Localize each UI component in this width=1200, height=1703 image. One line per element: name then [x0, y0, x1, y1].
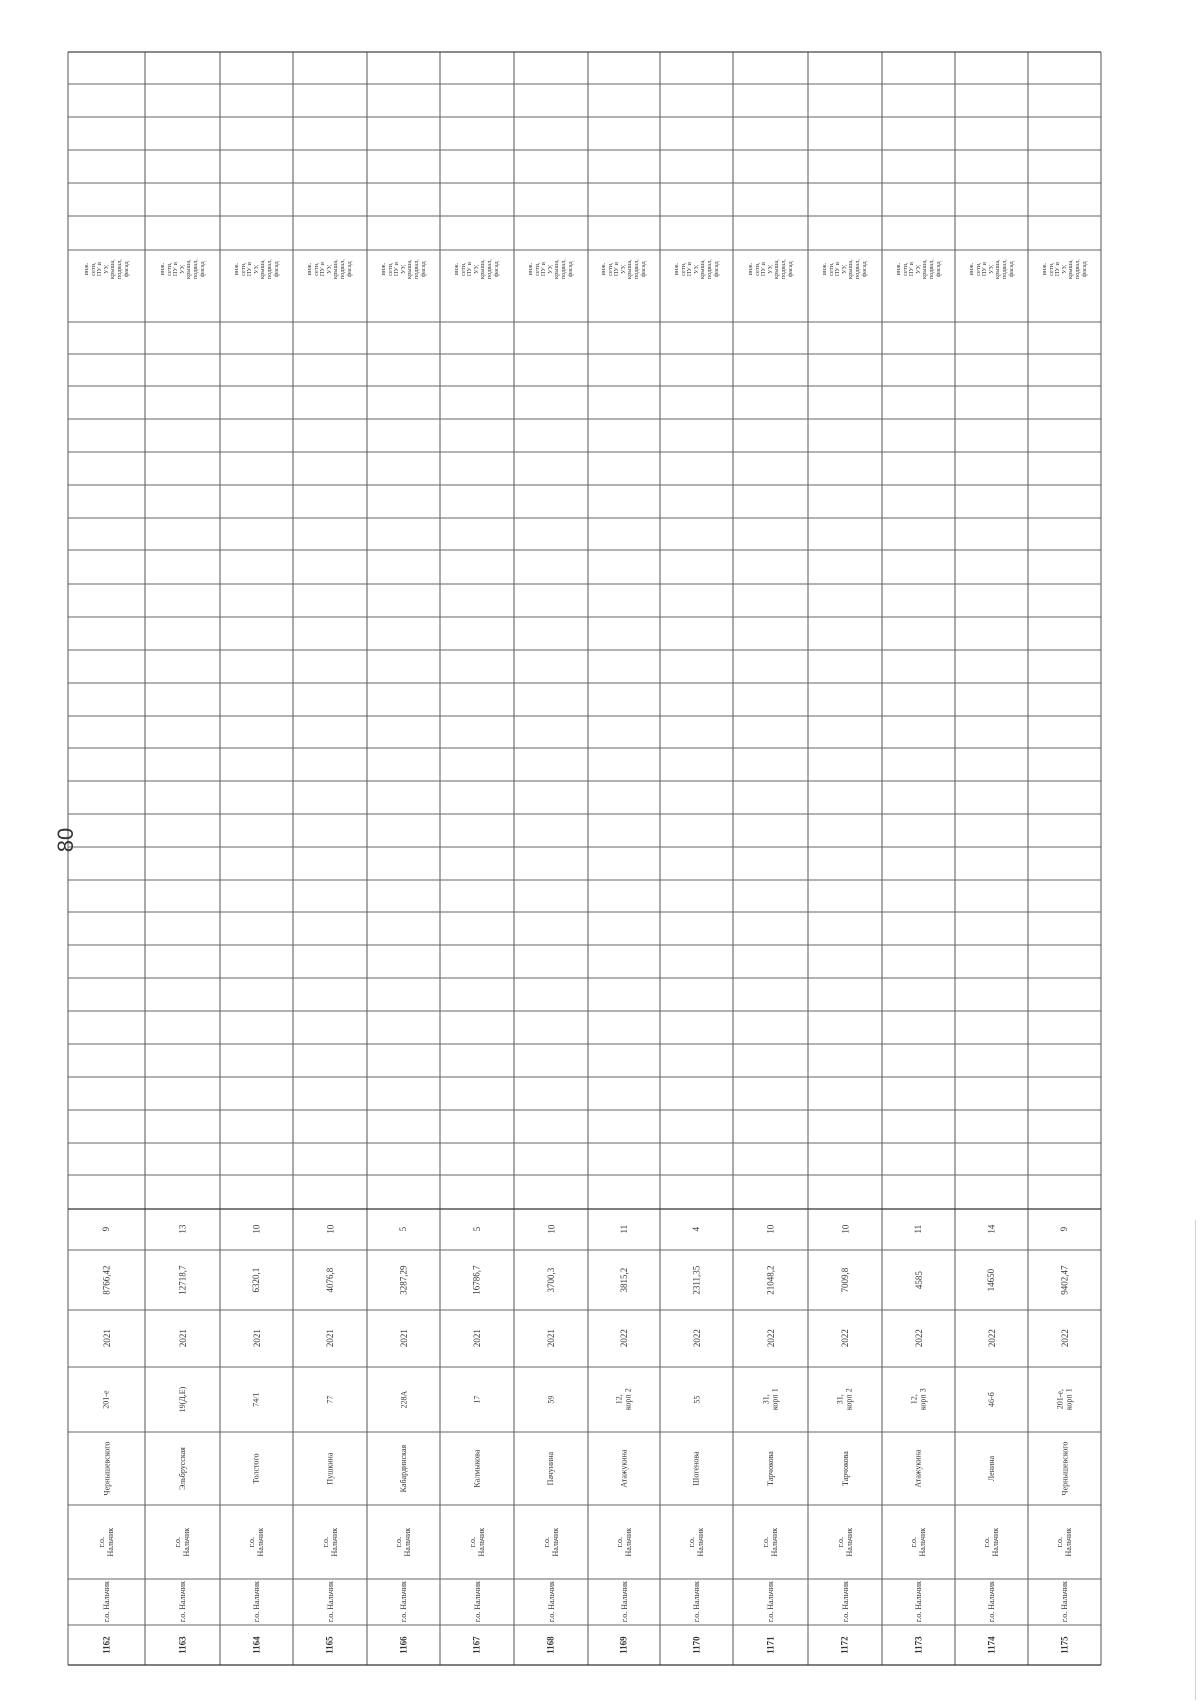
cell-municipality [221, 1580, 292, 1624]
cell-works [661, 217, 732, 321]
cell-house [221, 1368, 292, 1431]
cell-house [368, 1368, 439, 1431]
cell-locality [1029, 1506, 1100, 1578]
cell-house-text: 19(Д,Е) [177, 1386, 187, 1413]
cell-house [146, 1368, 219, 1431]
cell-no [661, 1626, 732, 1664]
cell-locality-text: г.о. Нальчик [173, 1527, 192, 1557]
cell-house [1029, 1368, 1100, 1431]
cell-area-text: 2311,35 [691, 1265, 702, 1295]
cell-floors-text: 11 [913, 1225, 924, 1234]
cell-municipality-text: г.о. Нальчик [177, 1581, 187, 1623]
cell-house [661, 1368, 732, 1431]
cell-year [515, 1311, 587, 1366]
cell-no-text: 1168 [545, 1636, 556, 1654]
cell-street [661, 1433, 732, 1504]
cell-works [809, 217, 881, 321]
cell-street [69, 1433, 144, 1504]
cell-municipality [1029, 1580, 1100, 1624]
cell-no [441, 1626, 513, 1664]
cell-year [146, 1311, 219, 1366]
cell-works [515, 217, 587, 321]
cell-locality-text: г.о. Нальчик [687, 1527, 706, 1557]
cell-locality-text: г.о. Нальчик [247, 1527, 266, 1557]
cell-house-text: 31, корп 1 [761, 1388, 780, 1411]
cell-municipality-text: г.о. Нальчик [691, 1581, 701, 1623]
cell-house-text: 59 [546, 1395, 556, 1404]
cell-floors [809, 1210, 881, 1249]
cell-no [956, 1626, 1027, 1664]
cell-street [883, 1433, 954, 1504]
cell-municipality-text: г.о. Нальчик [398, 1581, 408, 1623]
cell-year [956, 1311, 1027, 1366]
cell-works [956, 217, 1027, 321]
cell-year [294, 1311, 366, 1366]
cell-no [294, 1626, 366, 1664]
cell-municipality-text: г.о. Нальчик [765, 1581, 775, 1623]
cell-area-text: 21048,2 [765, 1265, 776, 1295]
cell-year-text: 2021 [177, 1329, 188, 1348]
cell-street [809, 1433, 881, 1504]
cell-floors [515, 1210, 587, 1249]
cell-locality-text: г.о. Нальчик [761, 1527, 780, 1557]
cell-floors-text: 14 [986, 1225, 997, 1234]
cell-street-text: Кабардинская [398, 1444, 408, 1493]
cell-locality [589, 1506, 659, 1578]
cell-floors [221, 1210, 292, 1249]
cell-locality [734, 1506, 807, 1578]
cell-house [883, 1368, 954, 1431]
cell-floors-text: 10 [839, 1225, 850, 1234]
cell-municipality [368, 1580, 439, 1624]
cell-area [146, 1251, 219, 1309]
cell-municipality [294, 1580, 366, 1624]
cell-floors [294, 1210, 366, 1249]
cell-area-text: 7009,8 [839, 1267, 850, 1293]
cell-year [589, 1311, 659, 1366]
cell-no [368, 1626, 439, 1664]
cell-year [883, 1311, 954, 1366]
cell-floors-text: 9 [101, 1227, 112, 1232]
cell-municipality-text: г.о. Нальчик [101, 1581, 111, 1623]
cell-house [515, 1368, 587, 1431]
cell-works-text: инж. сети, ПУ и УУ, крыша, подвал, фасад [1040, 258, 1088, 279]
cell-no [69, 1626, 144, 1664]
cell-no [883, 1626, 954, 1664]
cell-area [661, 1251, 732, 1309]
cell-house-text: 31, корп 2 [835, 1388, 854, 1411]
cell-locality [69, 1506, 144, 1578]
cell-street-text: Шогенова [691, 1451, 701, 1486]
cell-house-text: 228А [398, 1390, 408, 1409]
cell-year-text: 2022 [913, 1329, 924, 1348]
cell-no [809, 1626, 881, 1664]
cell-locality [515, 1506, 587, 1578]
cell-works [294, 217, 366, 321]
cell-floors-text: 10 [324, 1225, 335, 1234]
cell-locality [294, 1506, 366, 1578]
cell-municipality [515, 1580, 587, 1624]
cell-floors-text: 11 [618, 1225, 629, 1234]
cell-no-text: 1165 [324, 1636, 335, 1654]
cell-municipality-text: г.о. Нальчик [251, 1581, 261, 1623]
cell-works [1029, 217, 1100, 321]
cell-municipality [69, 1580, 144, 1624]
cell-street [441, 1433, 513, 1504]
cell-locality-text: г.о. Нальчик [982, 1527, 1001, 1557]
cell-municipality [734, 1580, 807, 1624]
cell-no-text: 1170 [691, 1636, 702, 1654]
cell-locality-text: г.о. Нальчик [909, 1527, 928, 1557]
cell-year-text: 2022 [691, 1329, 702, 1348]
cell-street-text: Чернышевского [101, 1441, 111, 1496]
cell-floors [883, 1210, 954, 1249]
cell-house [734, 1368, 807, 1431]
cell-works [69, 217, 144, 321]
cell-no [515, 1626, 587, 1664]
cell-floors-text: 10 [251, 1225, 262, 1234]
cell-area-text: 3287,29 [398, 1265, 409, 1295]
cell-street-text: Эльбрусская [177, 1447, 187, 1490]
cell-year-text: 2021 [324, 1329, 335, 1348]
cell-works-text: инж. сети, ПУ и УУ, крыша, подвал, фасад [305, 258, 353, 279]
cell-area-text: 9402,47 [1059, 1265, 1070, 1295]
cell-locality [368, 1506, 439, 1578]
cell-street [294, 1433, 366, 1504]
cell-no [589, 1626, 659, 1664]
cell-street-text: Толстого [251, 1453, 261, 1484]
cell-street-text: Ленина [986, 1455, 996, 1482]
cell-year [809, 1311, 881, 1366]
cell-municipality [146, 1580, 219, 1624]
cell-house-text: 12, корп 3 [909, 1388, 928, 1411]
page-number: 80 [53, 827, 78, 853]
cell-no-text: 1174 [986, 1636, 997, 1654]
cell-house [441, 1368, 513, 1431]
cell-street [146, 1433, 219, 1504]
cell-no-text: 1162 [101, 1636, 112, 1654]
cell-area-text: 6320,1 [251, 1267, 262, 1293]
cell-year-text: 2022 [1059, 1329, 1070, 1348]
scan-edge-mark [1195, 1220, 1196, 1700]
cell-street-text: Пачунина [546, 1451, 556, 1486]
cell-floors [661, 1210, 732, 1249]
cell-works [368, 217, 439, 321]
cell-year-text: 2022 [839, 1329, 850, 1348]
cell-area [294, 1251, 366, 1309]
cell-floors [1029, 1210, 1100, 1249]
cell-year-text: 2022 [618, 1329, 629, 1348]
cell-municipality [883, 1580, 954, 1624]
cell-street [221, 1433, 292, 1504]
cell-area [515, 1251, 587, 1309]
cell-municipality-text: г.о. Нальчик [913, 1581, 923, 1623]
cell-floors-text: 13 [177, 1225, 188, 1234]
cell-year [221, 1311, 292, 1366]
cell-year [734, 1311, 807, 1366]
cell-locality-text: г.о. Нальчик [1055, 1527, 1074, 1557]
cell-floors [441, 1210, 513, 1249]
cell-locality [661, 1506, 732, 1578]
cell-floors-text: 10 [545, 1225, 556, 1234]
cell-area [883, 1251, 954, 1309]
cell-area-text: 4585 [913, 1271, 924, 1289]
cell-area-text: 3815,2 [618, 1267, 629, 1293]
cell-house-text: 46-б [986, 1392, 996, 1407]
cell-street-text: Атажукина [619, 1449, 629, 1488]
cell-municipality [956, 1580, 1027, 1624]
cell-municipality-text: г.о. Нальчик [325, 1581, 335, 1623]
cell-street [1029, 1433, 1100, 1504]
cell-area-text: 4076,8 [324, 1267, 335, 1293]
cell-works-text: инж. сети, ПУ и УУ, крыша, подвал, фасад [894, 258, 942, 279]
cell-locality-text: г.о. Нальчик [394, 1527, 413, 1557]
cell-area-text: 12718,7 [177, 1265, 188, 1295]
cell-street-text: Тарчокова [840, 1451, 850, 1486]
cell-locality-text: г.о. Нальчик [541, 1527, 560, 1557]
cell-no-text: 1171 [765, 1636, 776, 1654]
cell-floors-text: 9 [1059, 1227, 1070, 1232]
cell-municipality [441, 1580, 513, 1624]
cell-street-text: Тарчокова [765, 1451, 775, 1486]
cell-house [809, 1368, 881, 1431]
cell-year-text: 2022 [986, 1329, 997, 1348]
cell-municipality-text: г.о. Нальчик [619, 1581, 629, 1623]
cell-no-text: 1166 [398, 1636, 409, 1654]
cell-year [661, 1311, 732, 1366]
cell-works-text: инж. сети, ПУ и УУ, крыша, подвал, фасад [379, 258, 427, 279]
cell-area [809, 1251, 881, 1309]
cell-year-text: 2021 [398, 1329, 409, 1348]
cell-house [589, 1368, 659, 1431]
cell-locality-text: г.о. Нальчик [614, 1527, 633, 1557]
cell-locality [809, 1506, 881, 1578]
cell-works-text: инж. сети, ПУ и УУ, крыша, подвал, фасад [599, 258, 647, 279]
cell-area [368, 1251, 439, 1309]
cell-works [146, 217, 219, 321]
cell-works-text: инж. сети, ПУ и УУ, крыша, подвал, фасад [232, 258, 280, 279]
cell-municipality-text: г.о. Нальчик [840, 1581, 850, 1623]
cell-house-text: 17 [472, 1395, 482, 1404]
cell-floors [146, 1210, 219, 1249]
cell-municipality [661, 1580, 732, 1624]
cell-works-text: инж. сети, ПУ и УУ, крыша, подвал, фасад [820, 258, 868, 279]
cell-municipality-text: г.о. Нальчик [546, 1581, 556, 1623]
cell-house [69, 1368, 144, 1431]
cell-floors-text: 5 [398, 1227, 409, 1232]
cell-municipality [809, 1580, 881, 1624]
cell-no-text: 1167 [471, 1636, 482, 1654]
cell-works-text: инж. сети, ПУ и УУ, крыша, подвал, фасад [82, 258, 130, 279]
cell-area [589, 1251, 659, 1309]
cell-street [734, 1433, 807, 1504]
cell-works [221, 217, 292, 321]
cell-house-text: 12, корп 2 [614, 1388, 633, 1411]
cell-no-text: 1163 [177, 1636, 188, 1654]
cell-no-text: 1172 [839, 1636, 850, 1654]
cell-area [734, 1251, 807, 1309]
cell-street [589, 1433, 659, 1504]
cell-no-text: 1169 [618, 1636, 629, 1654]
cell-municipality-text: г.о. Нальчик [472, 1581, 482, 1623]
cell-floors-text: 4 [691, 1227, 702, 1232]
cell-area-text: 16786,7 [471, 1265, 482, 1295]
cell-street [368, 1433, 439, 1504]
cell-floors-text: 5 [471, 1227, 482, 1232]
cell-area [221, 1251, 292, 1309]
cell-works [589, 217, 659, 321]
cell-no [1029, 1626, 1100, 1664]
cell-works-text: инж. сети, ПУ и УУ, крыша, подвал, фасад [158, 258, 206, 279]
cell-house [294, 1368, 366, 1431]
cell-locality [146, 1506, 219, 1578]
cell-house-text: 201-е, корп 1 [1055, 1388, 1074, 1411]
cell-street-text: Калмыкова [472, 1449, 482, 1488]
cell-works-text: инж. сети, ПУ и УУ, крыша, подвал, фасад [526, 258, 574, 279]
cell-no-text: 1175 [1059, 1636, 1070, 1654]
cell-floors [956, 1210, 1027, 1249]
cell-locality-text: г.о. Нальчик [467, 1527, 486, 1557]
cell-works [734, 217, 807, 321]
cell-street [515, 1433, 587, 1504]
cell-year-text: 2021 [101, 1329, 112, 1348]
cell-no [734, 1626, 807, 1664]
cell-house-text: 55 [691, 1395, 701, 1404]
cell-locality-text: г.о. Нальчик [320, 1527, 339, 1557]
cell-works-text: инж. сети, ПУ и УУ, крыша, подвал, фасад [967, 258, 1015, 279]
cell-municipality-text: г.о. Нальчик [1059, 1581, 1069, 1623]
cell-floors [589, 1210, 659, 1249]
cell-works-text: инж. сети, ПУ и УУ, крыша, подвал, фасад [746, 258, 794, 279]
cell-locality-text: г.о. Нальчик [835, 1527, 854, 1557]
cell-area [441, 1251, 513, 1309]
cell-locality [883, 1506, 954, 1578]
cell-house [956, 1368, 1027, 1431]
cell-street-text: Атажукина [913, 1449, 923, 1488]
cell-locality [956, 1506, 1027, 1578]
cell-no [221, 1626, 292, 1664]
cell-house-text: 201-е [101, 1390, 111, 1409]
cell-street-text: Чернышевского [1059, 1441, 1069, 1496]
cell-area-text: 8766,42 [101, 1265, 112, 1295]
cell-municipality-text: г.о. Нальчик [986, 1581, 996, 1623]
cell-year-text: 2021 [545, 1329, 556, 1348]
cell-locality-text: г.о. Нальчик [97, 1527, 116, 1557]
cell-floors [734, 1210, 807, 1249]
cell-area [956, 1251, 1027, 1309]
cell-area [69, 1251, 144, 1309]
cell-no [146, 1626, 219, 1664]
cell-no-text: 1173 [913, 1636, 924, 1654]
cell-street-text: Пушкина [325, 1452, 335, 1485]
cell-year-text: 2021 [471, 1329, 482, 1348]
cell-works [441, 217, 513, 321]
cell-year [441, 1311, 513, 1366]
cell-locality [441, 1506, 513, 1578]
cell-house-text: 77 [325, 1395, 335, 1404]
cell-street [956, 1433, 1027, 1504]
cell-works-text: инж. сети, ПУ и УУ, крыша, подвал, фасад [452, 258, 500, 279]
cell-year [69, 1311, 144, 1366]
cell-area [1029, 1251, 1100, 1309]
cell-municipality [589, 1580, 659, 1624]
cell-year [368, 1311, 439, 1366]
cell-area-text: 14650 [986, 1268, 997, 1292]
cell-works [883, 217, 954, 321]
cell-year-text: 2022 [765, 1329, 776, 1348]
cell-floors [368, 1210, 439, 1249]
cell-area-text: 3700,3 [545, 1267, 556, 1293]
cell-works-text: инж. сети, ПУ и УУ, крыша, подвал, фасад [672, 258, 720, 279]
cell-year [1029, 1311, 1100, 1366]
cell-no-text: 1164 [251, 1636, 262, 1654]
cell-house-text: 74/1 [251, 1392, 261, 1407]
cell-floors-text: 10 [765, 1225, 776, 1234]
cell-locality [221, 1506, 292, 1578]
cell-floors [69, 1210, 144, 1249]
cell-year-text: 2021 [251, 1329, 262, 1348]
